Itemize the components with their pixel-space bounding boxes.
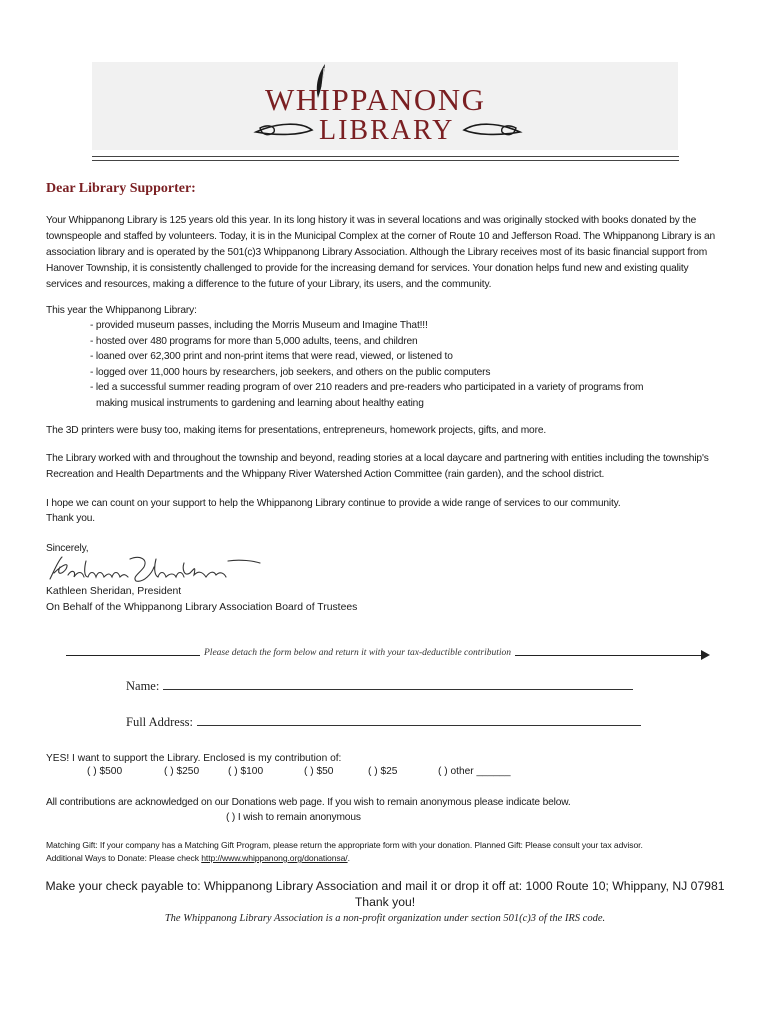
arrow-right-icon	[701, 650, 710, 660]
additional-ways-prefix: Additional Ways to Donate: Please check	[46, 853, 202, 863]
library-logo	[92, 62, 678, 150]
logo-line1: WHIPPANONG	[265, 82, 486, 117]
sincerely-line: Sincerely,	[46, 543, 89, 554]
matching-gift-note: Matching Gift: If your company has a Matching Gift Program, please return the appropriate form with your donation. Planned Gift: Please consult your tax advisor.	[46, 840, 643, 850]
name-label: Name:	[126, 679, 160, 693]
option-100[interactable]: ( ) $100	[228, 766, 264, 777]
list-item: - logged over 11,000 hours by researchers, job seekers, and others on the public computers	[90, 366, 491, 378]
partners-paragraph: The Library worked with and throughout the township and beyond, reading stories at a local daycare and partnering with entities including the township's Recreation and Health Departments and the Whippany River Watershed Action Committee (rain garden), and the school district.	[46, 453, 709, 480]
name-input-line[interactable]	[163, 677, 633, 690]
option-250[interactable]: ( ) $250	[164, 766, 200, 777]
additional-ways-suffix: .	[347, 853, 350, 863]
logo-line2: LIBRARY	[319, 115, 455, 146]
list-item: - provided museum passes, including the Morris Museum and Imagine That!!!	[90, 320, 428, 331]
header-rule-bottom	[92, 160, 679, 161]
list-item: - hosted over 480 programs for more than 5,000 adults, teens, and children	[90, 335, 418, 347]
accomplishments-list	[90, 318, 690, 411]
greeting: Dear Library Supporter:	[46, 181, 196, 196]
list-item: - loaned over 62,300 print and non-print items that were read, viewed, or listened to	[90, 351, 453, 362]
nonprofit-note: The Whippanong Library Association is a non-profit organization under section 501(c)3 of the IRS code.	[164, 913, 606, 924]
check-payable-line: Make your check payable to: Whippanong Library Association and mail it or drop it off at: 1000 Route 10; Whippany, NJ 07981	[45, 879, 725, 893]
signer-block	[46, 584, 357, 616]
address-label: Full Address:	[126, 715, 194, 729]
additional-ways-note	[46, 852, 350, 865]
option-other[interactable]: ( ) other ______	[438, 766, 511, 777]
acknowledgement-text: All contributions are acknowledged on our Donations web page. If you wish to remain anonymous please indicate below.	[46, 797, 571, 808]
address-field[interactable]	[126, 713, 641, 730]
closing-thanks: Thank you!	[354, 895, 416, 909]
signer-role: On Behalf of the Whippanong Library Association Board of Trustees	[46, 602, 358, 613]
anonymous-option[interactable]: ( ) I wish to remain anonymous	[226, 812, 361, 823]
address-input-line[interactable]	[197, 713, 641, 726]
list-item: - led a successful summer reading program of over 210 readers and pre-readers who participated in a variety of programs from	[90, 382, 644, 393]
signer-name: Kathleen Sheridan, President	[46, 586, 182, 597]
option-500[interactable]: ( ) $500	[87, 766, 123, 777]
name-field[interactable]	[126, 677, 633, 694]
intro-paragraph: Your Whippanong Library is 125 years old this year. In its long history it was in several locations and was originally stocked with books donated by the townspeople and staffed by volunteers. Today, it is in the Municipal Complex at the corner of Route 10 and Jefferson Road. The Whippanong Library is an association library and is operated by the 501(c)3 Whippanong Library Association. Although the Library receives most of its basic financial support from Hanover Township, it is consistently challenged to provide for the increasing demand for services. Your donation helps fund new and existing quality services and resources, making a difference to the future of your Library, its users, and the community.	[46, 215, 716, 290]
hope-paragraph: I hope we can count on your support to help the Whippanong Library continue to provide a wide range of services to our community.	[46, 498, 621, 509]
printers-paragraph: The 3D printers were busy too, making items for presentations, entrepreneurs, homework projects, gifts, and more.	[46, 425, 547, 436]
thank-you-line: Thank you.	[46, 513, 95, 524]
header-rule-top	[92, 156, 679, 157]
option-25[interactable]: ( ) $25	[368, 766, 398, 777]
year-intro: This year the Whippanong Library:	[46, 305, 197, 316]
handwritten-signature	[44, 553, 274, 587]
option-50[interactable]: ( ) $50	[304, 766, 334, 777]
detach-divider	[66, 648, 710, 662]
donations-link[interactable]: http://www.whippanong.org/donationsa/	[201, 853, 348, 863]
contribution-intro: YES! I want to support the Library. Enclosed is my contribution of:	[46, 753, 342, 764]
detach-instruction: Please detach the form below and return it with your tax-deductible contribution	[200, 648, 515, 658]
list-item-continuation: making musical instruments to gardening and learning about healthy eating	[96, 397, 424, 409]
